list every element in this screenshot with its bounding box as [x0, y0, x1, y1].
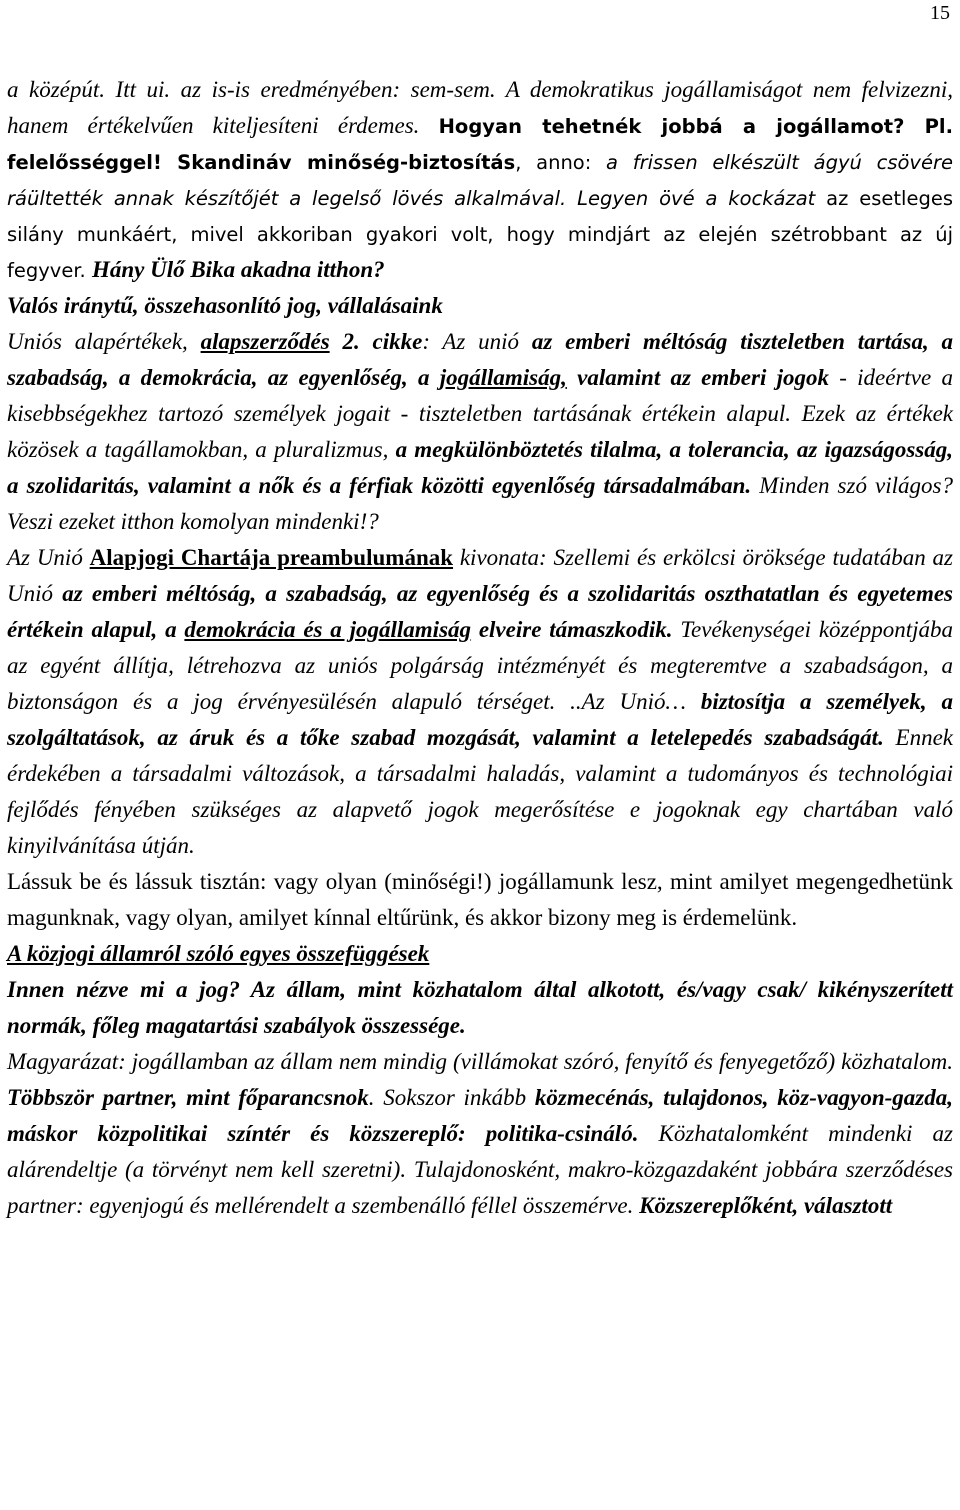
text-fragment: jogállamiság,: [439, 365, 567, 390]
text-fragment: biztosítja a személyek, a szolgáltatások, az áruk és a tőke szabad mozgását, valamint a letelepedés szabadságát.: [7, 689, 953, 750]
text-fragment: valamint az emberi jogok: [566, 365, 829, 390]
text-fragment: Uniós alapértékek,: [7, 329, 201, 354]
page-content: [7, 72, 953, 1224]
text-fragment: Hány Ülő Bika akadna itthon?: [91, 257, 385, 282]
page-number: 15: [930, 2, 950, 24]
text-fragment: Alapjogi Chartája preambulumának: [89, 545, 454, 570]
text-fragment: Magyarázat: jogállamban az állam nem mindig (villámokat szóró, fenyítő és fenyegetőző) közhatalom.: [7, 1049, 953, 1074]
text-fragment: , anno:: [515, 151, 607, 174]
text-fragment: Közszereplőként, választott: [639, 1193, 893, 1218]
paragraph-quality-rule-of-law: Lássuk be és lássuk tisztán: vagy olyan (minőségi!) jogállamunk lesz, mint amilyet megengedhetünk magunknak, vagy olyan, amilyet kínnal eltűrünk, és akkor bizony meg is érdemelünk.: [7, 869, 953, 930]
text-fragment: a frissen elkészült ágyú csövére ráültették annak készítőjét a legelső lövés alkalmával. Legyen övé a kockázat: [7, 151, 953, 210]
paragraph-democratic-rule-of-law: [7, 72, 953, 288]
text-fragment: az esetleges silány munkáért, mivel akkoriban gyakori volt, hogy mindjárt az elején szétrobbant az új fegyver.: [7, 187, 953, 282]
paragraph-union-values: [7, 324, 953, 540]
text-fragment: 2. cikke: [329, 329, 423, 354]
text-fragment: . Sokszor inkább: [368, 1085, 535, 1110]
heading-public-law-state: A közjogi államról szóló egyes összefüggések: [7, 941, 430, 966]
text-fragment: a megkülönböztetés tilalma, a tolerancia, az igazságosság, a szolidaritás, valamint a nők és a férfiak közötti egyenlőség társadalmában.: [7, 437, 953, 498]
text-fragment: kivonata: Szellemi és erkölcsi öröksége tudatában az Unió: [7, 545, 954, 606]
text-fragment: Az Unió: [7, 545, 90, 570]
text-fragment: Többször partner, mint főparancsnok: [7, 1085, 369, 1110]
heading-compass: Valós iránytű, összehasonlító jog, vállalásaink: [7, 293, 443, 318]
text-fragment: Közhatalomként mindenki az alárendeltje (a törvényt nem kell szeretni). Tulajdonosként, makro-közgazdaként jobbára szerződéses partner: egyenjogú és mellérendelt a szembenálló féllel összemérve.: [7, 1121, 953, 1218]
text-fragment: a középút. Itt ui. az is-is eredményében: sem-sem. A demokratikus jogállamiságot nem felvizezni, hanem értékelvűen kiteljesíteni érdemes.: [7, 77, 953, 138]
paragraph-charter-preamble: [7, 540, 953, 864]
text-fragment: elveire támaszkodik.: [471, 617, 673, 642]
text-fragment: az emberi méltóság tiszteletben tartása, a szabadság, a demokrácia, az egyenlőség, a: [7, 329, 953, 390]
text-fragment: Ennek érdekében a társadalmi változások, a társadalmi haladás, valamint a tudományos és technológiai fejlődés fényében szükséges az alapvető jogok megerősítése e jogoknak egy chartában való kinyilvánítása útján.: [7, 725, 953, 858]
text-fragment: alapszerződés: [200, 329, 330, 354]
text-fragment: Tevékenységei középpontjába az egyént állítja, létrehozva az uniós polgárság intézményét és megteremtve a szabadságon, a biztonságon és a jog érvényesülésén alapuló térséget. ..Az Unió…: [7, 617, 953, 714]
paragraph-what-is-law: Innen nézve mi a jog? Az állam, mint közhatalom által alkotott, és/vagy csak/ kikényszerített normák, főleg magatartási szabályok összessége.: [7, 977, 953, 1038]
text-fragment: : Az unió: [422, 329, 532, 354]
text-fragment: demokrácia és a jogállamiság: [184, 617, 472, 642]
text-fragment: az emberi méltóság, a szabadság, az egyenlőség és a szolidaritás oszthatatlan és egyetemes értékein alapul, a: [7, 581, 954, 642]
paragraph-explanation: [7, 1044, 953, 1224]
text-fragment: közmecénás, tulajdonos, köz-vagyon-gazda, máskor közpolitikai színtér és közszereplő: politika-csináló.: [7, 1085, 953, 1146]
text-fragment: - ideértve a kisebbségekhez tartozó személyek jogait - tiszteletben tartásának értékein alapul. Ezek az értékek közösek a tagállamokban, a pluralizmus,: [7, 365, 953, 462]
text-fragment: Hogyan tehetnék jobbá a jogállamot? Pl. felelősséggel! Skandináv minőség-biztosítás: [7, 115, 953, 174]
text-fragment: Minden szó világos? Veszi ezeket itthon komolyan mindenki!?: [7, 473, 953, 534]
